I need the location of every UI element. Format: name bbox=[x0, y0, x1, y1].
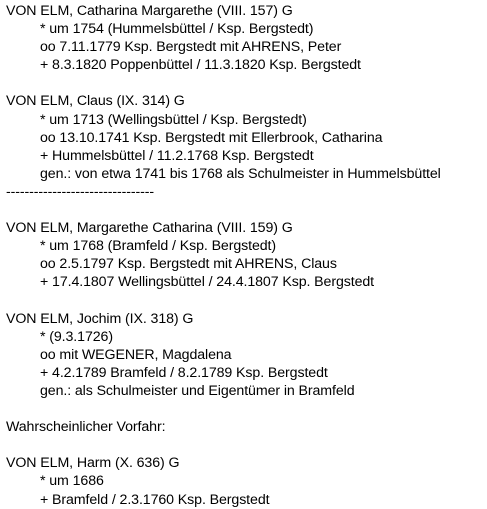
entry-harm bbox=[6, 454, 484, 508]
genealogy-document bbox=[6, 2, 484, 509]
entry-header: VON ELM, Jochim (IX. 318) G bbox=[6, 310, 194, 327]
probable-ancestor-note: Wahrscheinlicher Vorfahr: bbox=[6, 419, 166, 436]
separator-line: -------------------------------- bbox=[6, 183, 154, 200]
entry-header: VON ELM, Harm (X. 636) G bbox=[6, 455, 180, 472]
entry-line: + 4.2.1789 Bramfeld / 8.2.1789 Ksp. Bergstedt bbox=[40, 364, 328, 381]
entry-line: * um 1713 (Wellingsbüttel / Ksp. Bergstedt) bbox=[40, 111, 307, 128]
entry-line: oo 7.11.1779 Ksp. Bergstedt mit AHRENS, Peter bbox=[40, 39, 342, 56]
entry-line: gen.: von etwa 1741 bis 1768 als Schulmeister in Hummelsbüttel bbox=[40, 165, 441, 182]
blank-line bbox=[6, 201, 484, 219]
entry-line: oo 2.5.1797 Ksp. Bergstedt mit AHRENS, Claus bbox=[40, 256, 337, 273]
entry-line: * um 1768 (Bramfeld / Ksp. Bergstedt) bbox=[40, 238, 277, 255]
entry-line: * (9.3.1726) bbox=[40, 328, 113, 345]
entry-line: oo mit WEGENER, Magdalena bbox=[40, 346, 232, 363]
entry-catharina-margarethe bbox=[6, 2, 484, 74]
entry-line: oo 13.10.1741 Ksp. Bergstedt mit Ellerbrook, Catharina bbox=[40, 129, 383, 146]
entry-line: + Hummelsbüttel / 11.2.1768 Ksp. Bergstedt bbox=[40, 147, 314, 164]
entry-line: gen.: als Schulmeister und Eigentümer in Bramfeld bbox=[40, 382, 355, 399]
entry-jochim bbox=[6, 310, 484, 400]
blank-line bbox=[6, 292, 484, 310]
entry-margarethe-catharina bbox=[6, 219, 484, 291]
entry-header: VON ELM, Claus (IX. 314) G bbox=[6, 93, 185, 110]
blank-line bbox=[6, 436, 484, 454]
entry-header: VON ELM, Margarethe Catharina (VIII. 159) G bbox=[6, 220, 293, 237]
blank-line bbox=[6, 400, 484, 418]
entry-line: + 17.4.1807 Wellingsbüttel / 24.4.1807 Ksp. Bergstedt bbox=[40, 274, 374, 291]
entry-line: + Bramfeld / 2.3.1760 Ksp. Bergstedt bbox=[40, 491, 270, 508]
blank-line bbox=[6, 74, 484, 92]
entry-header: VON ELM, Catharina Margarethe (VIII. 157) G bbox=[6, 3, 293, 19]
entry-claus bbox=[6, 92, 484, 182]
entry-line: * um 1754 (Hummelsbüttel / Ksp. Bergstedt) bbox=[40, 21, 314, 38]
entry-line: * um 1686 bbox=[40, 473, 104, 490]
entry-line: + 8.3.1820 Poppenbüttel / 11.3.1820 Ksp. Bergstedt bbox=[40, 57, 361, 74]
